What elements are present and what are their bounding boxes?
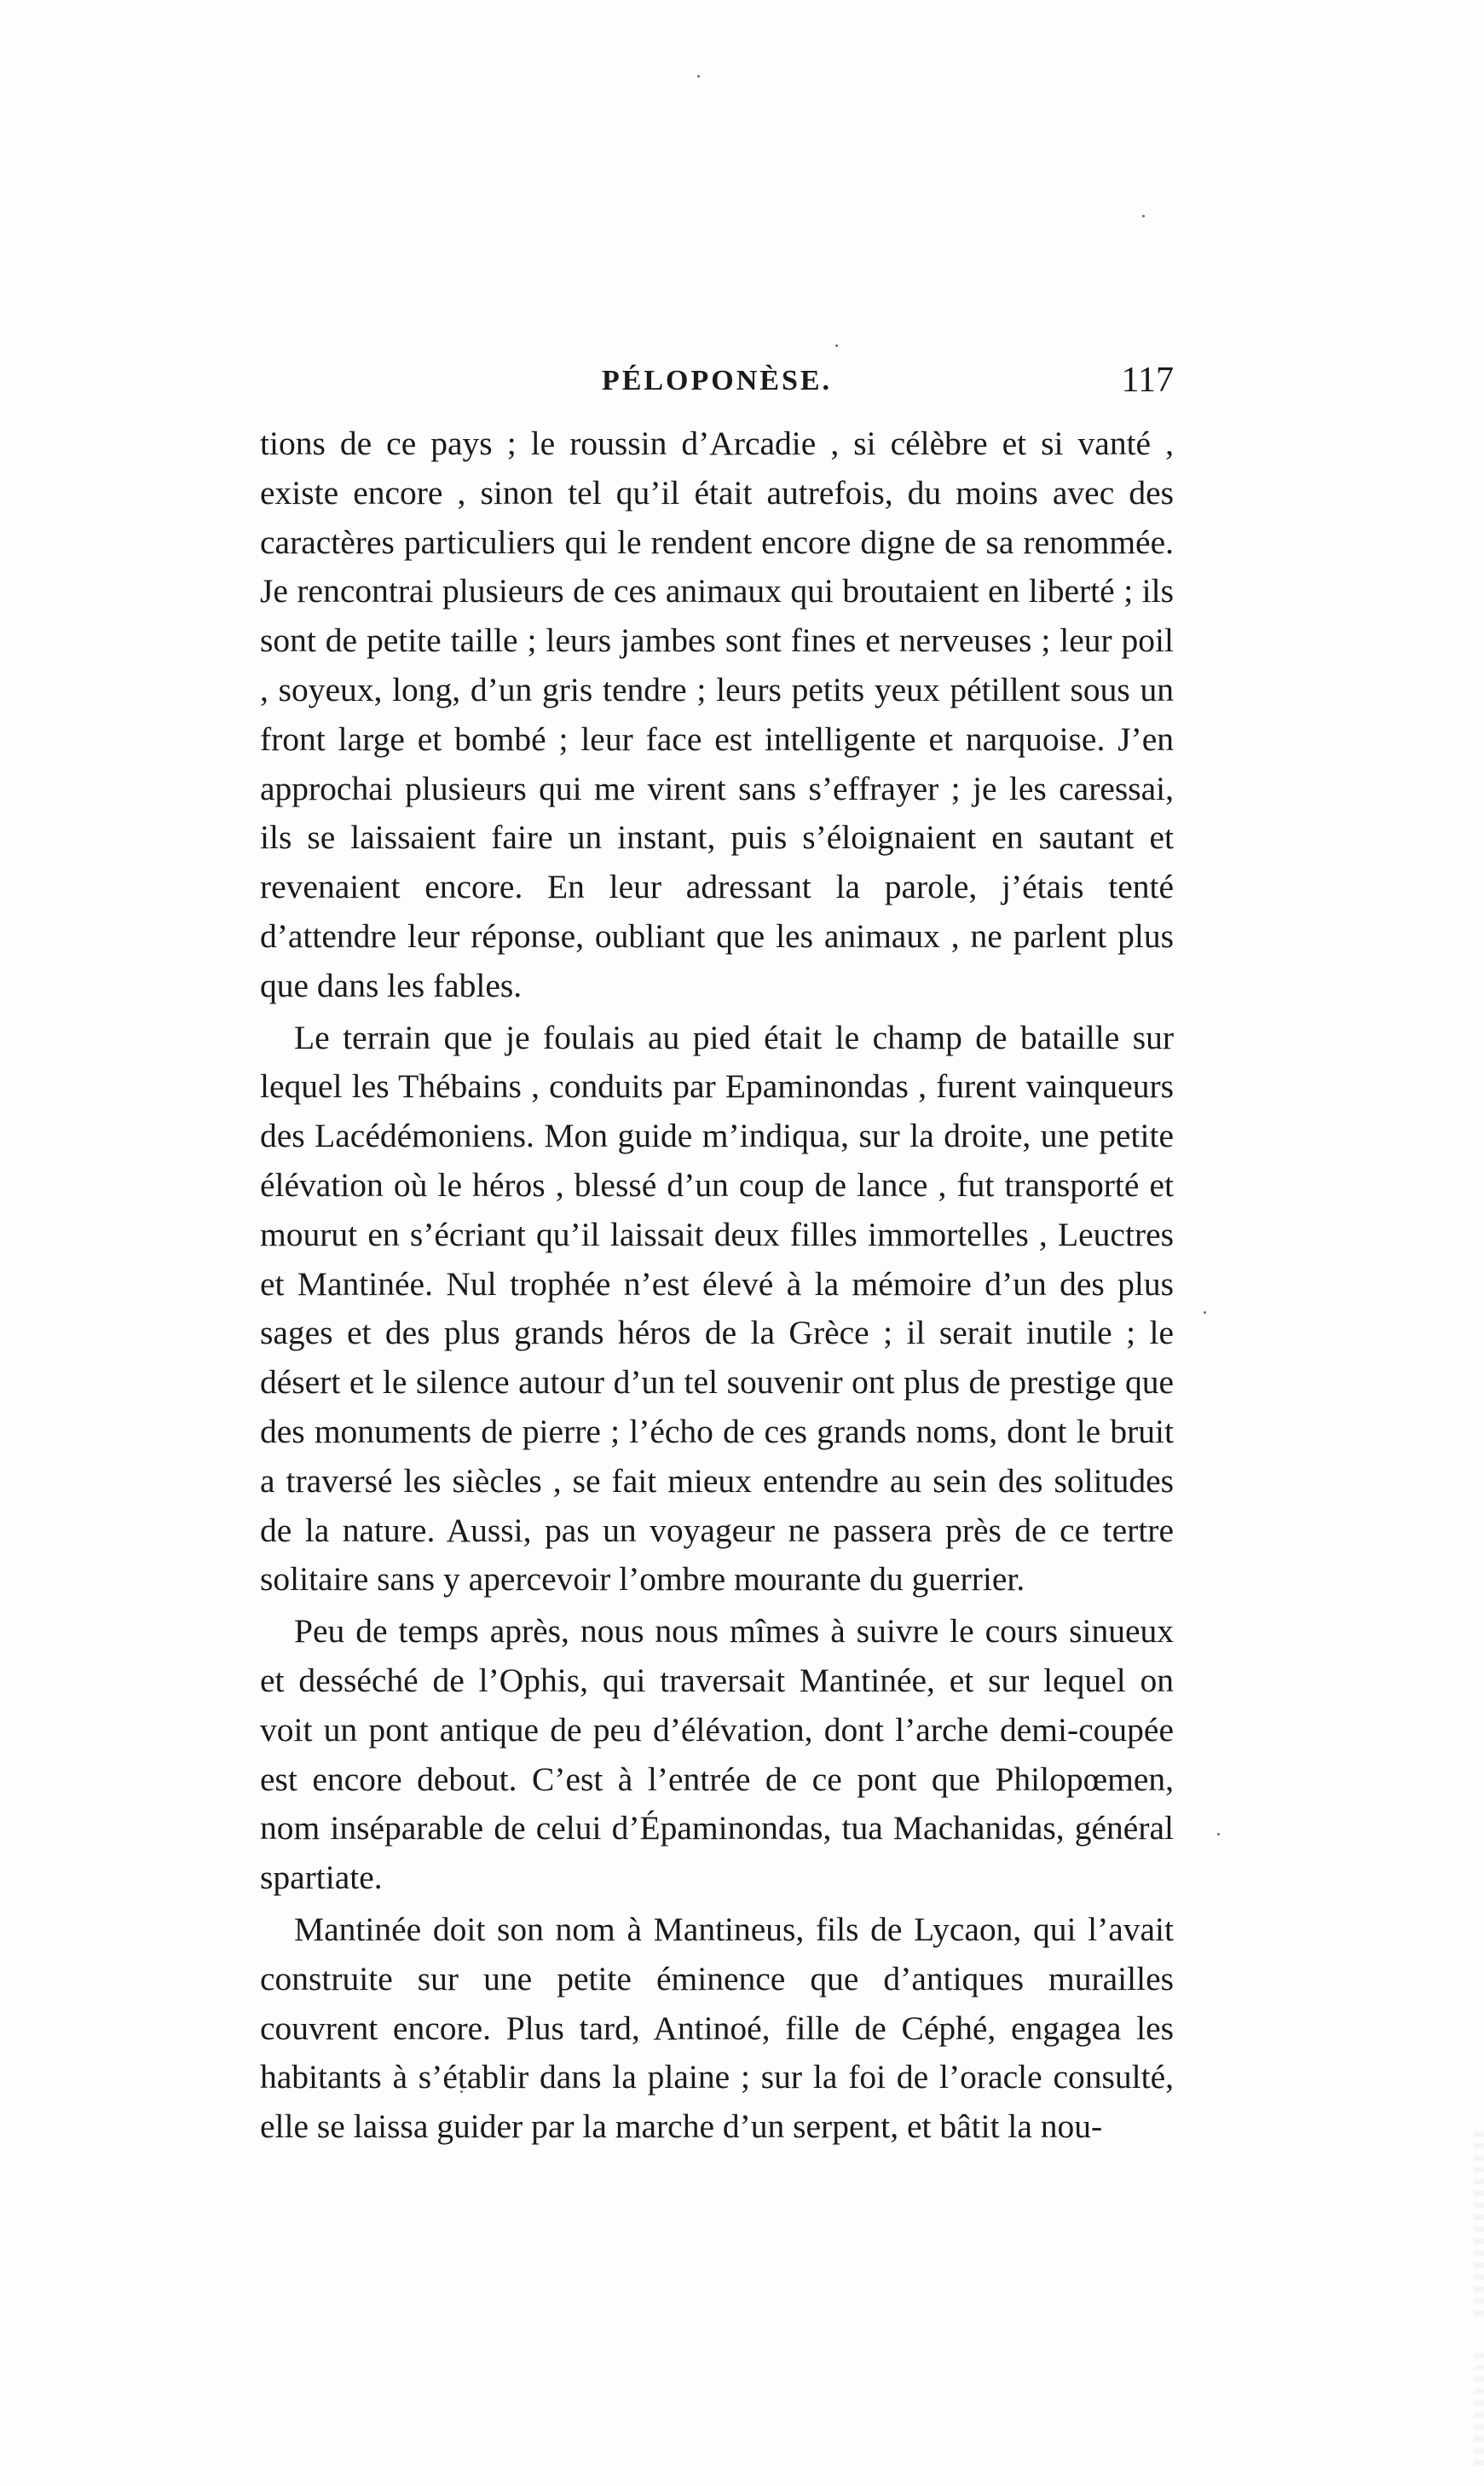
paper-speck <box>1142 215 1145 217</box>
paragraph: Mantinée doit son nom à Mantineus, fils de Lycaon, qui l’avait construite sur une petite éminence que d’antiques murailles couvrent encore. Plus tard, Antinoé, fille de Céphé, engagea les habitants à s’établir dans la plaine ; sur la foi de l’oracle consulté, elle se laissa guider par la marche d’un serpent, et bâtit la nou- <box>260 1910 1174 2146</box>
right-margin-noise <box>1474 2131 1484 2319</box>
paper-speck <box>1204 1311 1206 1314</box>
paragraph: tions de ce pays ; le roussin d’Arcadie , si célèbre et si vanté , existe encore , sinon tel qu’il était autrefois, du moins avec des caractères particuliers qui le rendent encore digne de sa renommée. Je rencontrai plusieurs de ces animaux qui broutaient en liberté ; ils sont de petite taille ; leurs jambes sont fines et nerveuses ; leur poil , soyeux, long, d’un gris tendre ; leurs petits yeux pétillent sous un front large et bombé ; leur face est intelligente et narquoise. J’en approchai plusieurs qui me virent sans s’effrayer ; je les caressai, ils se laissaient faire un instant, puis s’éloignaient en sautant et revenaient encore. En leur adressant la parole, j’étais tenté d’attendre leur réponse, oubliant que les animaux , ne parlent plus que dans les fables. <box>260 425 1174 1004</box>
right-margin-noise <box>1474 2353 1484 2472</box>
page-header <box>260 361 1174 406</box>
paragraph: Le terrain que je foulais au pied était le champ de bataille sur lequel les Thébains , conduits par Epaminondas , furent vainqueurs des Lacédémoniens. Mon guide m’indiqua, sur la droite, une petite élévation où le héros , blessé d’un coup de lance , fut transporté et mourut en s’écriant qu’il laissait deux filles immortelles , Leuctres et Mantinée. Nul trophée n’est élevé à la mémoire d’un des plus sages et des plus grands héros de la Grèce ; il serait inutile ; le désert et le silence autour d’un tel souvenir ont plus de prestige que des monuments de pierre ; l’écho de ces grands noms, dont le bruit a traversé les siècles , se fait mieux entendre au sein des solitudes de la nature. Aussi, pas un voyageur ne passera près de ce tertre solitaire sans y apercevoir l’ombre mourante du guerrier. <box>260 1018 1174 1599</box>
paper-speck <box>835 344 838 347</box>
running-title: PÉLOPONÈSE. <box>601 365 833 396</box>
paragraph: Peu de temps après, nous nous mîmes à suivre le cours sinueux et desséché de l’Ophis, qui traversait Mantinée, et sur lequel on voit un pont antique de peu d’élévation, dont l’arche demi-coupée est encore debout. C’est à l’entrée de ce pont que Philopœmen, nom inséparable de celui d’Épaminondas, tua Machanidas, général spartiate. <box>260 1612 1174 1897</box>
paper-speck <box>1217 1833 1220 1836</box>
body-text <box>260 419 1174 2152</box>
paper-speck <box>697 75 700 78</box>
page-number: 117 <box>1121 361 1174 400</box>
